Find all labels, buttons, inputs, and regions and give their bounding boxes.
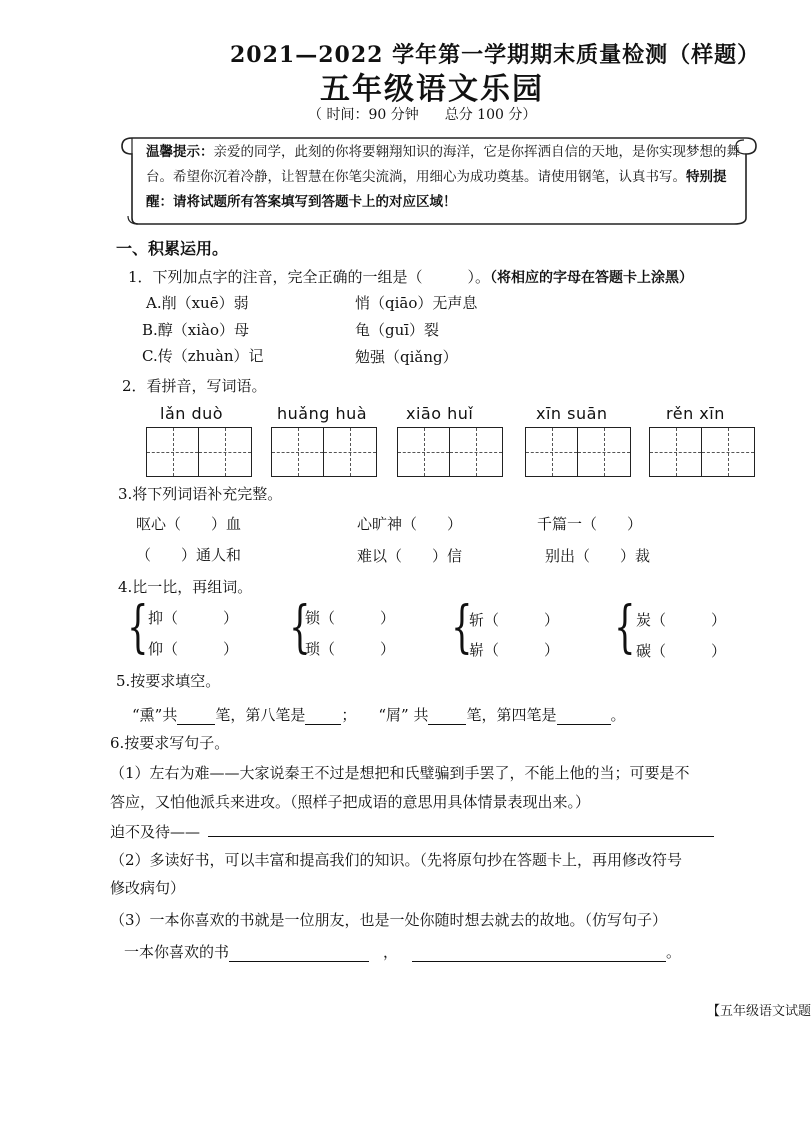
q1-stem <box>128 266 693 287</box>
writing-grid-1[interactable] <box>146 427 252 477</box>
q1-option-a1: A.削（xuē）弱 <box>146 294 249 312</box>
q5-text-2: 笔，第八笔是 <box>215 706 306 724</box>
q6-s3-line1: （3）一本你喜欢的书就是一位朋友，也是一处你随时想去就去的故地。（仿写句子） <box>110 911 668 929</box>
q1-note: （将相应的字母在答题卡上涂黑） <box>490 270 694 286</box>
q5-text-1: “熏”共 <box>132 706 178 724</box>
brace-4: { <box>614 595 636 660</box>
pinyin-1: lǎn duò <box>160 404 224 423</box>
notice-text <box>146 140 740 215</box>
q5-text-6: 。 <box>610 706 626 724</box>
q6-s3-end: 。 <box>666 943 682 961</box>
footer-label: 【五年级语文试题 <box>707 1004 811 1019</box>
q4-pair1-a: 抑（ ） <box>148 609 239 627</box>
q6-s2-line2: 修改病句） <box>110 879 186 897</box>
pinyin-5: rěn xīn <box>666 404 725 423</box>
q5-text-3: ； <box>341 706 357 724</box>
notice-label: 温馨提示： <box>146 144 214 160</box>
q3-item-2: 心旷神（ ） <box>357 515 463 533</box>
writing-grid-3[interactable] <box>397 427 503 477</box>
exam-time-score <box>308 104 562 124</box>
exam-title: 2021—2022 学年第一学期期末质量检测（样题） <box>230 42 761 68</box>
pinyin-2: huǎng huà <box>277 404 368 423</box>
q4-pair2-b: 琐（ ） <box>305 640 396 658</box>
q5-text-4: “屑” 共 <box>378 706 429 724</box>
q4-pair4-b: 碳（ ） <box>636 642 727 660</box>
q5-blank-1[interactable] <box>177 708 215 725</box>
writing-grid-4[interactable] <box>525 427 631 477</box>
grid-cell[interactable] <box>578 428 630 476</box>
brace-2: { <box>289 595 311 660</box>
q5-line <box>132 704 626 725</box>
pinyin-4: xīn suān <box>536 404 608 423</box>
q4-pair4-a: 炭（ ） <box>636 611 727 629</box>
q6-s3-blank-2[interactable] <box>412 945 666 962</box>
q6-s1-answer-line[interactable] <box>208 836 714 837</box>
q6-s2-line1: （2）多读好书，可以丰富和提高我们的知识。（先将原句抄在答题卡上，再用修改符号 <box>110 851 683 869</box>
pinyin-3: xiāo huǐ <box>406 404 474 423</box>
q5-blank-2[interactable] <box>305 708 341 725</box>
brace-3: { <box>451 595 473 660</box>
score-label: 总分 100 分） <box>444 107 537 123</box>
q1-option-c1: C.传（zhuàn）记 <box>142 347 264 365</box>
q3-stem: 3.将下列词语补充完整。 <box>118 485 283 503</box>
q3-item-3: 千篇一（ ） <box>537 515 643 533</box>
notice-body: 亲爱的同学，此刻的你将要翱翔知识的海洋，它是你挥洒自信的天地，是你实现梦想的舞台。希望你沉着冷静，让智慧在你笔尖流淌，用细心为成功奠基。请使用钢笔，认真书写。 <box>146 144 740 185</box>
brace-1: { <box>127 595 149 660</box>
q6-s3-line2 <box>124 941 681 962</box>
grid-cell[interactable] <box>147 428 199 476</box>
q3-item-6: 别出（ ）裁 <box>545 547 651 565</box>
grid-cell[interactable] <box>450 428 502 476</box>
q3-item-1: 呕心（ ）血 <box>136 515 242 533</box>
q6-stem: 6.按要求写句子。 <box>110 734 230 752</box>
q4-stem: 4.比一比，再组词。 <box>118 578 253 596</box>
notice-scroll <box>118 126 760 226</box>
q6-s3-blank-1[interactable] <box>229 945 369 962</box>
q5-blank-3[interactable] <box>428 708 466 725</box>
q4-pair3-a: 斩（ ） <box>469 611 560 629</box>
grid-cell[interactable] <box>398 428 450 476</box>
q5-stem: 5.按要求填空。 <box>116 672 221 690</box>
q6-s1-line1: （1）左右为难——大家说秦王不过是想把和氏璧骗到手罢了，不能上他的当；可要是不 <box>110 764 690 782</box>
grid-cell[interactable] <box>272 428 324 476</box>
grid-cell[interactable] <box>702 428 754 476</box>
q6-s1-prompt: 迫不及待—— <box>110 823 201 841</box>
q4-pair1-b: 仰（ ） <box>148 640 239 658</box>
q2-stem: 2．看拼音，写词语。 <box>122 377 267 395</box>
q6-s3-comma: ， <box>383 943 399 961</box>
q4-pair2-a: 锁（ ） <box>305 609 396 627</box>
q1-option-c2: 勉强（qiǎng） <box>355 348 458 366</box>
exam-subtitle: 五年级语文乐园 <box>320 72 544 107</box>
q5-text-5: 笔，第四笔是 <box>466 706 557 724</box>
q1-question: 1．下列加点字的注音，完全正确的一组是（ ）。 <box>128 268 491 286</box>
notice-special-label: 特别提醒： <box>146 169 727 210</box>
q1-option-b2: 龟（guī）裂 <box>355 321 440 339</box>
writing-grid-5[interactable] <box>649 427 755 477</box>
q6-s3-prefix: 一本你喜欢的书 <box>124 943 230 961</box>
q1-option-a2: 悄（qiāo）无声息 <box>355 294 478 312</box>
section-1-heading: 一、积累运用。 <box>116 239 229 258</box>
grid-cell[interactable] <box>324 428 376 476</box>
grid-cell[interactable] <box>526 428 578 476</box>
q6-s1-line2: 答应，又怕他派兵来进攻。（照样子把成语的意思用具体情景表现出来。） <box>110 793 591 811</box>
q1-option-b1: B.醇（xiào）母 <box>142 321 250 339</box>
q3-item-5: 难以（ ）信 <box>357 547 463 565</box>
notice-special-text: 请将试题所有答案填写到答题卡上的对应区域！ <box>173 194 457 210</box>
q4-pair3-b: 崭（ ） <box>469 641 560 659</box>
writing-grid-2[interactable] <box>271 427 377 477</box>
q5-blank-4[interactable] <box>557 708 611 725</box>
time-label: （ 时间：90 分钟 <box>308 107 419 123</box>
grid-cell[interactable] <box>199 428 251 476</box>
grid-cell[interactable] <box>650 428 702 476</box>
q3-item-4: （ ）通人和 <box>136 546 242 564</box>
